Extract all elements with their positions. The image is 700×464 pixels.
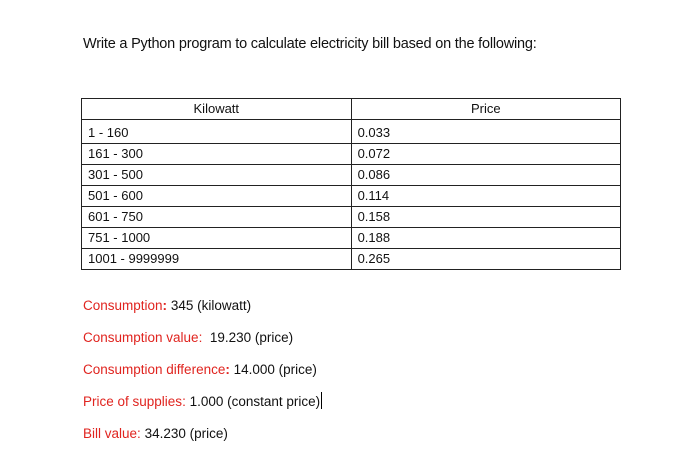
label-colon: : [198,330,203,345]
kilowatt-range-cell: 1001 - 9999999 [82,249,352,270]
bill-value-label: Bill value [83,426,138,441]
price-cell: 0.158 [351,207,620,228]
consumption-line [83,292,322,324]
task-heading: Write a Python program to calculate electricity bill based on the following: [83,36,537,52]
result-list [83,292,322,452]
price-cell: 0.114 [351,186,620,207]
price-cell: 0.072 [351,144,620,165]
kilowatt-column-header: Kilowatt [82,99,352,120]
consumption-difference-line [83,356,322,388]
kilowatt-range-cell: 301 - 500 [82,165,352,186]
table-row [82,120,621,144]
price-of-supplies-label: Price of supplies [83,394,183,409]
consumption-label: Consumption [83,298,163,313]
label-colon: : [225,362,230,377]
price-column-header: Price [351,99,620,120]
price-cell: 0.188 [351,228,620,249]
table-row [82,249,621,270]
consumption-difference-amount: 14.000 (price) [233,362,317,377]
table-row [82,165,621,186]
kilowatt-range-cell: 751 - 1000 [82,228,352,249]
kilowatt-range-cell: 1 - 160 [82,120,352,144]
bill-value-amount: 34.230 (price) [144,426,228,441]
label-colon: : [182,394,186,409]
table-row [82,228,621,249]
label-colon: : [162,298,168,313]
consumption-value-label: Consumption value [83,330,199,345]
table-row [82,207,621,228]
price-cell: 0.033 [351,120,620,144]
kilowatt-range-cell: 161 - 300 [82,144,352,165]
kilowatt-range-cell: 601 - 750 [82,207,352,228]
table-header-row [82,99,621,120]
table-row [82,144,621,165]
price-of-supplies-amount: 1.000 (constant price) [189,394,321,409]
price-cell: 0.265 [351,249,620,270]
consumption-value: 345 (kilowatt) [170,298,252,313]
table-row [82,186,621,207]
consumption-value-amount: 19.230 (price) [209,330,294,345]
price-cell: 0.086 [351,165,620,186]
label-colon: : [137,426,141,441]
consumption-difference-label: Consumption difference [83,362,226,377]
consumption-value-line [83,324,322,356]
text-cursor [321,392,322,409]
price-of-supplies-line [83,388,322,420]
rate-table [81,98,621,270]
kilowatt-range-cell: 501 - 600 [82,186,352,207]
bill-value-line [83,420,322,452]
